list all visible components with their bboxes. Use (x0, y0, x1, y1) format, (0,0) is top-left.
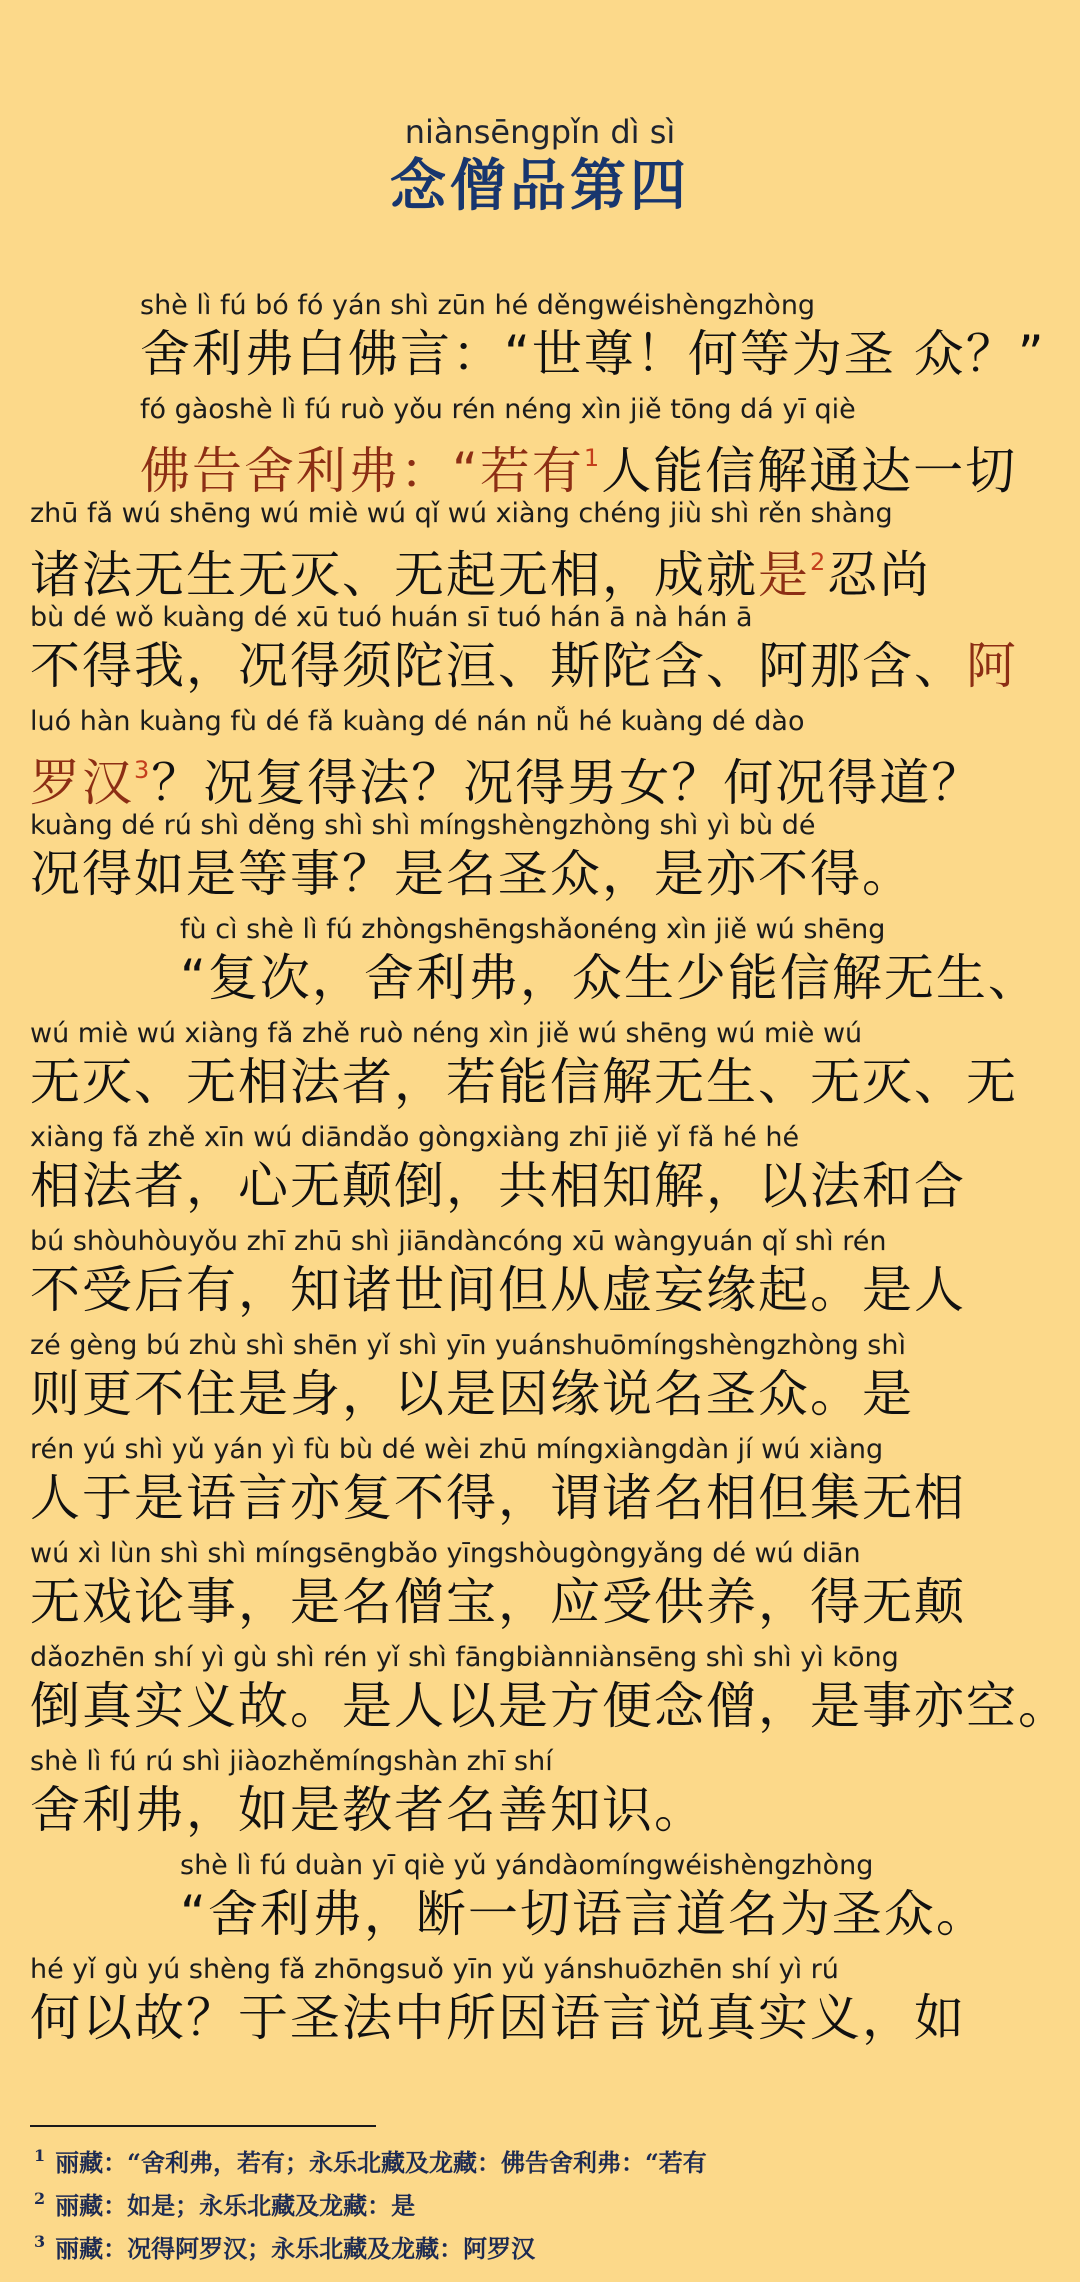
pinyin-line: shè lì fú rú shì jiàozhěmíngshàn zhī shí (30, 1746, 553, 1777)
variant-text: 罗汉 (30, 754, 134, 812)
hanzi-segment: ？况复得法？况得男女？何况得道？ (151, 754, 984, 812)
text-line (30, 1434, 1060, 1538)
text-line (30, 1018, 1060, 1122)
text-line (30, 602, 1060, 706)
footnote-number: 2 (34, 2189, 46, 2208)
hanzi-line: 不受后有，知诸世间但从虚妄缘起。是人 (30, 1261, 966, 1319)
text-line (30, 1642, 1070, 1746)
footnotes (34, 2138, 1054, 2267)
pinyin-line: rén yú shì yǔ yán yì fù bù dé wèi zhū míngxiàngdàn jí wú xiàng (30, 1434, 884, 1465)
hanzi-line: “复次，舍利弗，众生少能信解无生、 (180, 949, 1040, 1007)
pinyin-line: luó hàn kuàng fù dé fǎ kuàng dé nán nǚ hé kuàng dé dào (30, 706, 805, 737)
title-pinyin: niànsēngpǐn dì sì (404, 113, 676, 151)
text-line (30, 1954, 1060, 2058)
text-line (30, 914, 1060, 1018)
pinyin-line: fó gàoshè lì fú ruò yǒu rén néng xìn jiě tōng dá yī qiè (140, 394, 856, 425)
text-line (30, 290, 1060, 394)
pinyin-line: wú xì lùn shì shì míngsēngbǎo yīngshòugòngyǎng dé wú diān (30, 1538, 861, 1569)
text-line (30, 1330, 1060, 1434)
text-line (30, 706, 1060, 810)
pinyin-line: kuàng dé rú shì děng shì shì míngshèngzhòng shì yì bù dé (30, 810, 816, 841)
variant-text: 阿 (966, 637, 1018, 695)
text-line (30, 394, 1060, 498)
scripture-text (30, 290, 1070, 2058)
hanzi-line: 舍利弗，如是教者名善知识。 (30, 1781, 706, 1839)
chapter-title: 念僧品第四 (390, 153, 690, 219)
hanzi-segment: 不得我，况得须陀洹、斯陀含、阿那含、 (30, 637, 966, 695)
footnote-number: 3 (34, 2232, 46, 2251)
hanzi-segment: 忍尚 (827, 546, 932, 604)
hanzi-line (30, 740, 1060, 813)
footnote-text: 丽藏：况得阿罗汉；永乐北藏及龙藏：阿罗汉 (55, 2234, 536, 2263)
footnote (34, 2138, 1054, 2181)
footnote-text: 丽藏：如是；永乐北藏及龙藏：是 (55, 2191, 416, 2220)
footnote-marker: 3 (134, 756, 152, 784)
pinyin-line: bù dé wǒ kuàng dé xū tuó huán sī tuó hán ā nà hán ā (30, 602, 753, 633)
hanzi-line: 舍利弗白佛言：“世尊！何等为圣 众？” (140, 325, 1046, 383)
pinyin-line: hé yǐ gù yú shèng fǎ zhōngsuǒ yīn yǔ yánshuōzhēn shí yì rú (30, 1954, 839, 1985)
pinyin-line: shè lì fú duàn yī qiè yǔ yándàomíngwéishèngzhòng (180, 1850, 874, 1881)
pinyin-line: bú shòuhòuyǒu zhī zhū shì jiāndàncóng xū wàngyuán qǐ shì rén (30, 1226, 887, 1257)
text-line (30, 498, 1060, 602)
hanzi-line (30, 636, 1060, 696)
pinyin-line: zé gèng bú zhù shì shēn yǐ shì yīn yuánshuōmíngshèngzhòng shì (30, 1330, 906, 1361)
pinyin-line: dǎozhēn shí yì gù shì rén yǐ shì fāngbiànniànsēng shì shì yì kōng (30, 1642, 899, 1673)
hanzi-line: 况得如是等事？是名圣众，是亦不得。 (30, 845, 914, 903)
chapter-header (0, 112, 1080, 220)
hanzi-segment: 人能信解通达一切 (601, 442, 1018, 500)
footnote-number: 1 (34, 2146, 46, 2165)
pinyin-line: shè lì fú bó fó yán shì zūn hé děngwéishèngzhòng (140, 290, 816, 321)
text-line (30, 810, 1060, 914)
text-line (30, 1850, 1060, 1954)
text-line (30, 1538, 1060, 1642)
footnote (34, 2224, 1054, 2267)
hanzi-line: 人于是语言亦复不得，谓诸名相但集无相 (30, 1469, 966, 1527)
footnote-text: 丽藏：“舍利弗，若有；永乐北藏及龙藏：佛告舍利弗：“若有 (55, 2148, 707, 2177)
footnote-divider (30, 2125, 376, 2127)
hanzi-line (140, 428, 1060, 501)
pinyin-line: wú miè wú xiàng fǎ zhě ruò néng xìn jiě wú shēng wú miè wú (30, 1018, 863, 1049)
hanzi-line: 倒真实义故。是人以是方便念僧，是事亦空。 (30, 1677, 1070, 1735)
hanzi-line (30, 532, 1060, 605)
hanzi-line: 无灭、无相法者，若能信解无生、无灭、无 (30, 1053, 1018, 1111)
text-line (30, 1746, 1060, 1850)
hanzi-line: “舍利弗，断一切语言道名为圣众。 (180, 1885, 988, 1943)
hanzi-line: 则更不住是身，以是因缘说名圣众。是 (30, 1365, 914, 1423)
hanzi-line: 无戏论事，是名僧宝，应受供养，得无颠 (30, 1573, 966, 1631)
pinyin-line: zhū fǎ wú shēng wú miè wú qǐ wú xiàng chéng jiù shì rěn shàng (30, 498, 893, 529)
text-line (30, 1122, 1060, 1226)
footnote-marker: 1 (583, 444, 602, 472)
pinyin-line: xiàng fǎ zhě xīn wú diāndǎo gòngxiàng zhī jiě yǐ fǎ hé hé (30, 1122, 800, 1153)
pinyin-line: fù cì shè lì fú zhòngshēngshǎonéng xìn jiě wú shēng (180, 914, 886, 945)
text-line (30, 1226, 1060, 1330)
footnote-marker: 2 (810, 548, 828, 576)
footnote (34, 2181, 1054, 2224)
hanzi-line: 何以故？于圣法中所因语言说真实义，如 (30, 1989, 966, 2047)
variant-text: 是 (758, 546, 810, 604)
variant-text: 佛告舍利弗：“若有 (140, 442, 584, 500)
hanzi-line: 相法者，心无颠倒，共相知解，以法和合 (30, 1157, 966, 1215)
hanzi-segment: 诸法无生无灭、无起无相，成就 (30, 546, 758, 604)
